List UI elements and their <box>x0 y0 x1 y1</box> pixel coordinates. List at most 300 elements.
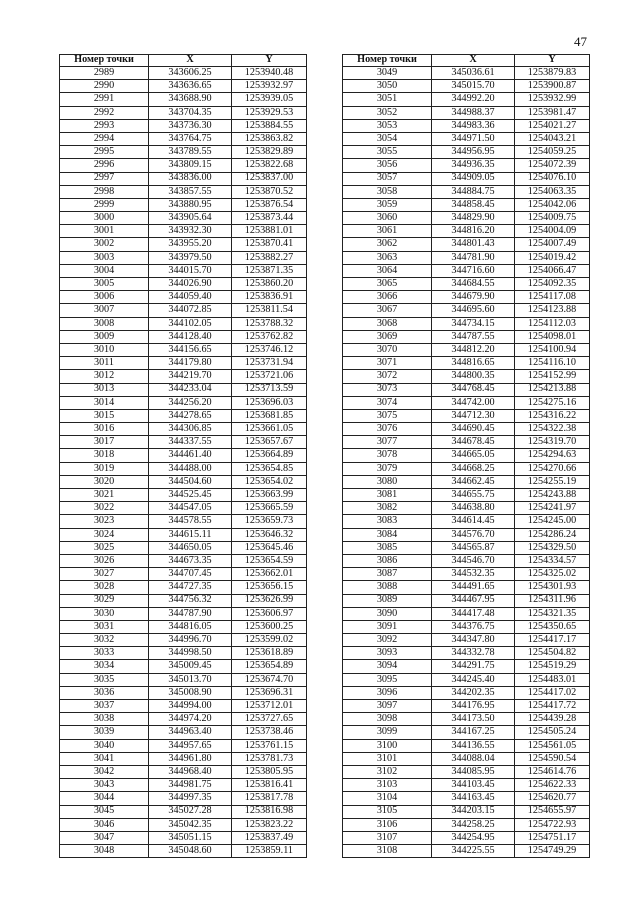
point-number-cell: 3100 <box>343 739 432 752</box>
table-row <box>60 172 307 185</box>
point-number-cell: 3105 <box>343 805 432 818</box>
y-coordinate-cell: 1253665.59 <box>232 502 307 515</box>
point-number-cell: 2994 <box>60 132 149 145</box>
point-number-cell: 2993 <box>60 119 149 132</box>
point-number-cell: 3035 <box>60 673 149 686</box>
x-coordinate-cell: 344163.45 <box>432 792 515 805</box>
y-coordinate-cell: 1254319.70 <box>515 436 590 449</box>
table-row <box>60 198 307 211</box>
table-row <box>60 119 307 132</box>
point-number-cell: 3044 <box>60 792 149 805</box>
y-coordinate-cell: 1253654.59 <box>232 554 307 567</box>
point-number-cell: 2998 <box>60 185 149 198</box>
table-row <box>343 264 590 277</box>
y-coordinate-cell: 1254722.93 <box>515 818 590 831</box>
y-coordinate-cell: 1253606.97 <box>232 607 307 620</box>
x-coordinate-cell: 343688.90 <box>149 93 232 106</box>
point-number-cell: 3003 <box>60 251 149 264</box>
table-row <box>60 264 307 277</box>
point-number-cell: 3064 <box>343 264 432 277</box>
point-number-cell: 3084 <box>343 528 432 541</box>
x-coordinate-cell: 344994.00 <box>149 700 232 713</box>
point-number-cell: 3107 <box>343 831 432 844</box>
point-number-cell: 3047 <box>60 831 149 844</box>
y-coordinate-cell: 1254152.99 <box>515 370 590 383</box>
x-coordinate-cell: 344707.45 <box>149 568 232 581</box>
y-coordinate-cell: 1254561.05 <box>515 739 590 752</box>
point-number-cell: 3036 <box>60 686 149 699</box>
x-coordinate-cell: 343979.50 <box>149 251 232 264</box>
table-row <box>60 660 307 673</box>
x-coordinate-cell: 344668.25 <box>432 462 515 475</box>
x-coordinate-cell: 344936.35 <box>432 159 515 172</box>
x-coordinate-cell: 344167.25 <box>432 726 515 739</box>
point-number-cell: 3079 <box>343 462 432 475</box>
x-coordinate-cell: 344176.95 <box>432 700 515 713</box>
table-row <box>343 792 590 805</box>
point-number-cell: 3025 <box>60 541 149 554</box>
table-row <box>343 726 590 739</box>
x-coordinate-cell: 344638.80 <box>432 502 515 515</box>
table-row <box>343 845 590 858</box>
point-number-cell: 3096 <box>343 686 432 699</box>
table-row <box>343 396 590 409</box>
x-coordinate-cell: 344347.80 <box>432 634 515 647</box>
point-number-cell: 3088 <box>343 581 432 594</box>
y-coordinate-cell: 1253929.53 <box>232 106 307 119</box>
y-coordinate-cell: 1253663.99 <box>232 489 307 502</box>
y-coordinate-cell: 1254007.49 <box>515 238 590 251</box>
table-row <box>343 436 590 449</box>
point-number-cell: 3013 <box>60 383 149 396</box>
x-coordinate-cell: 344103.45 <box>432 779 515 792</box>
table-row <box>343 528 590 541</box>
x-coordinate-cell: 344015.70 <box>149 264 232 277</box>
x-coordinate-cell: 343606.25 <box>149 67 232 80</box>
y-coordinate-cell: 1254021.27 <box>515 119 590 132</box>
y-coordinate-cell: 1254321.35 <box>515 607 590 620</box>
x-coordinate-cell: 344233.04 <box>149 383 232 396</box>
point-number-cell: 3019 <box>60 462 149 475</box>
point-number-cell: 3021 <box>60 489 149 502</box>
point-number-cell: 3024 <box>60 528 149 541</box>
x-coordinate-cell: 344684.55 <box>432 278 515 291</box>
x-coordinate-cell: 345051.15 <box>149 831 232 844</box>
table-row <box>60 726 307 739</box>
point-number-cell: 3004 <box>60 264 149 277</box>
y-coordinate-cell: 1254505.24 <box>515 726 590 739</box>
point-number-cell: 3099 <box>343 726 432 739</box>
y-coordinate-cell: 1254019.42 <box>515 251 590 264</box>
x-coordinate-cell: 344136.55 <box>432 739 515 752</box>
table-row <box>343 568 590 581</box>
point-number-cell: 3009 <box>60 330 149 343</box>
point-number-cell: 2997 <box>60 172 149 185</box>
point-number-cell: 3062 <box>343 238 432 251</box>
x-coordinate-cell: 344088.04 <box>432 752 515 765</box>
x-coordinate-cell: 344059.40 <box>149 291 232 304</box>
point-number-cell: 3032 <box>60 634 149 647</box>
point-number-cell: 2995 <box>60 146 149 159</box>
table-row <box>60 475 307 488</box>
x-coordinate-cell: 344547.05 <box>149 502 232 515</box>
table-row <box>60 818 307 831</box>
x-coordinate-cell: 344712.30 <box>432 409 515 422</box>
x-coordinate-cell: 345015.70 <box>432 80 515 93</box>
point-number-cell: 3000 <box>60 212 149 225</box>
table-row <box>343 647 590 660</box>
y-coordinate-cell: 1254112.03 <box>515 317 590 330</box>
x-coordinate-cell: 344988.37 <box>432 106 515 119</box>
y-coordinate-cell: 1254243.88 <box>515 489 590 502</box>
y-coordinate-cell: 1254004.09 <box>515 225 590 238</box>
table-row <box>60 159 307 172</box>
point-number-cell: 3040 <box>60 739 149 752</box>
point-number-cell: 3102 <box>343 765 432 778</box>
x-coordinate-cell: 344546.70 <box>432 554 515 567</box>
point-number-cell: 3073 <box>343 383 432 396</box>
x-coordinate-cell: 344219.70 <box>149 370 232 383</box>
point-number-cell: 3081 <box>343 489 432 502</box>
y-coordinate-cell: 1254325.02 <box>515 568 590 581</box>
point-number-cell: 3080 <box>343 475 432 488</box>
y-coordinate-cell: 1254241.97 <box>515 502 590 515</box>
y-coordinate-cell: 1254751.17 <box>515 831 590 844</box>
point-number-cell: 3054 <box>343 132 432 145</box>
point-number-cell: 3055 <box>343 146 432 159</box>
y-coordinate-cell: 1254275.16 <box>515 396 590 409</box>
x-coordinate-cell: 344203.15 <box>432 805 515 818</box>
x-coordinate-cell: 344816.20 <box>432 225 515 238</box>
column-header-y: Y <box>232 55 307 67</box>
table-row <box>60 462 307 475</box>
x-coordinate-cell: 344467.95 <box>432 594 515 607</box>
table-row <box>60 594 307 607</box>
table-row <box>60 291 307 304</box>
x-coordinate-cell: 344085.95 <box>432 765 515 778</box>
y-coordinate-cell: 1253781.73 <box>232 752 307 765</box>
table-row <box>343 554 590 567</box>
y-coordinate-cell: 1254213.88 <box>515 383 590 396</box>
point-number-cell: 3031 <box>60 620 149 633</box>
point-number-cell: 3012 <box>60 370 149 383</box>
point-number-cell: 3051 <box>343 93 432 106</box>
table-row <box>343 225 590 238</box>
table-row <box>343 634 590 647</box>
table-row <box>60 357 307 370</box>
coordinates-table-left <box>59 54 307 858</box>
y-coordinate-cell: 1254417.17 <box>515 634 590 647</box>
x-coordinate-cell: 345036.61 <box>432 67 515 80</box>
x-coordinate-cell: 344829.90 <box>432 212 515 225</box>
x-coordinate-cell: 344337.55 <box>149 436 232 449</box>
table-row <box>60 238 307 251</box>
point-number-cell: 3098 <box>343 713 432 726</box>
table-row <box>343 449 590 462</box>
x-coordinate-cell: 344258.25 <box>432 818 515 831</box>
x-coordinate-cell: 343764.75 <box>149 132 232 145</box>
table-row <box>60 93 307 106</box>
y-coordinate-cell: 1253696.03 <box>232 396 307 409</box>
table-row <box>343 159 590 172</box>
point-number-cell: 3091 <box>343 620 432 633</box>
point-number-cell: 3061 <box>343 225 432 238</box>
table-row <box>343 132 590 145</box>
point-number-cell: 2992 <box>60 106 149 119</box>
point-number-cell: 3108 <box>343 845 432 858</box>
column-header-x: X <box>432 55 515 67</box>
point-number-cell: 3085 <box>343 541 432 554</box>
table-row <box>60 80 307 93</box>
x-coordinate-cell: 344128.40 <box>149 330 232 343</box>
x-coordinate-cell: 344695.60 <box>432 304 515 317</box>
table-row <box>343 330 590 343</box>
table-row <box>343 146 590 159</box>
y-coordinate-cell: 1253870.52 <box>232 185 307 198</box>
table-row <box>343 489 590 502</box>
x-coordinate-cell: 344565.87 <box>432 541 515 554</box>
point-number-cell: 3045 <box>60 805 149 818</box>
x-coordinate-cell: 345009.45 <box>149 660 232 673</box>
point-number-cell: 3005 <box>60 278 149 291</box>
table-row <box>343 357 590 370</box>
table-row <box>60 251 307 264</box>
table-row <box>343 67 590 80</box>
point-number-cell: 3090 <box>343 607 432 620</box>
point-number-cell: 3033 <box>60 647 149 660</box>
y-coordinate-cell: 1253981.47 <box>515 106 590 119</box>
point-number-cell: 3083 <box>343 515 432 528</box>
point-number-cell: 3018 <box>60 449 149 462</box>
y-coordinate-cell: 1254009.75 <box>515 212 590 225</box>
table-row <box>60 132 307 145</box>
point-number-cell: 3022 <box>60 502 149 515</box>
y-coordinate-cell: 1253882.27 <box>232 251 307 264</box>
point-number-cell: 3097 <box>343 700 432 713</box>
table-row <box>343 700 590 713</box>
y-coordinate-cell: 1253662.01 <box>232 568 307 581</box>
point-number-cell: 3056 <box>343 159 432 172</box>
y-coordinate-cell: 1254245.00 <box>515 515 590 528</box>
y-coordinate-cell: 1253879.83 <box>515 67 590 80</box>
table-row <box>343 818 590 831</box>
y-coordinate-cell: 1253940.48 <box>232 67 307 80</box>
table-row <box>343 119 590 132</box>
x-coordinate-cell: 344884.75 <box>432 185 515 198</box>
y-coordinate-cell: 1253727.65 <box>232 713 307 726</box>
y-coordinate-cell: 1253863.82 <box>232 132 307 145</box>
table-row <box>60 489 307 502</box>
table-row <box>60 792 307 805</box>
y-coordinate-cell: 1254316.22 <box>515 409 590 422</box>
point-number-cell: 3057 <box>343 172 432 185</box>
point-number-cell: 3059 <box>343 198 432 211</box>
table-row <box>60 845 307 858</box>
point-number-cell: 2999 <box>60 198 149 211</box>
table-row <box>343 594 590 607</box>
y-coordinate-cell: 1253860.20 <box>232 278 307 291</box>
table-row <box>60 449 307 462</box>
table-row <box>343 581 590 594</box>
y-coordinate-cell: 1254620.77 <box>515 792 590 805</box>
x-coordinate-cell: 344254.95 <box>432 831 515 844</box>
point-number-cell: 3076 <box>343 423 432 436</box>
x-coordinate-cell: 344858.45 <box>432 198 515 211</box>
x-coordinate-cell: 344650.05 <box>149 541 232 554</box>
x-coordinate-cell: 344787.55 <box>432 330 515 343</box>
table-row <box>343 251 590 264</box>
y-coordinate-cell: 1253762.82 <box>232 330 307 343</box>
x-coordinate-cell: 344781.90 <box>432 251 515 264</box>
y-coordinate-cell: 1253645.46 <box>232 541 307 554</box>
point-number-cell: 3006 <box>60 291 149 304</box>
point-number-cell: 3077 <box>343 436 432 449</box>
table-row <box>343 343 590 356</box>
x-coordinate-cell: 344812.20 <box>432 343 515 356</box>
column-header-x: X <box>149 55 232 67</box>
table-header-row <box>343 55 590 67</box>
y-coordinate-cell: 1254614.76 <box>515 765 590 778</box>
point-number-cell: 3030 <box>60 607 149 620</box>
x-coordinate-cell: 344615.11 <box>149 528 232 541</box>
x-coordinate-cell: 345013.70 <box>149 673 232 686</box>
point-number-cell: 3015 <box>60 409 149 422</box>
y-coordinate-cell: 1253822.68 <box>232 159 307 172</box>
point-number-cell: 3070 <box>343 343 432 356</box>
x-coordinate-cell: 344971.50 <box>432 132 515 145</box>
x-coordinate-cell: 344678.45 <box>432 436 515 449</box>
y-coordinate-cell: 1253816.98 <box>232 805 307 818</box>
table-row <box>60 831 307 844</box>
table-row <box>60 568 307 581</box>
y-coordinate-cell: 1254092.35 <box>515 278 590 291</box>
table-row <box>60 436 307 449</box>
point-number-cell: 3043 <box>60 779 149 792</box>
table-row <box>343 475 590 488</box>
point-number-cell: 3017 <box>60 436 149 449</box>
x-coordinate-cell: 344998.50 <box>149 647 232 660</box>
y-coordinate-cell: 1253836.91 <box>232 291 307 304</box>
y-coordinate-cell: 1253788.32 <box>232 317 307 330</box>
x-coordinate-cell: 343836.00 <box>149 172 232 185</box>
point-number-cell: 3094 <box>343 660 432 673</box>
table-row <box>60 106 307 119</box>
x-coordinate-cell: 344156.65 <box>149 343 232 356</box>
point-number-cell: 3046 <box>60 818 149 831</box>
point-number-cell: 3071 <box>343 357 432 370</box>
table-row <box>60 805 307 818</box>
table-row <box>60 673 307 686</box>
table-row <box>60 554 307 567</box>
x-coordinate-cell: 344727.35 <box>149 581 232 594</box>
table-row <box>343 752 590 765</box>
table-row <box>60 502 307 515</box>
point-number-cell: 3087 <box>343 568 432 581</box>
x-coordinate-cell: 344491.65 <box>432 581 515 594</box>
table-row <box>60 423 307 436</box>
point-number-cell: 2989 <box>60 67 149 80</box>
column-header-y: Y <box>515 55 590 67</box>
point-number-cell: 3001 <box>60 225 149 238</box>
y-coordinate-cell: 1253600.25 <box>232 620 307 633</box>
point-number-cell: 3053 <box>343 119 432 132</box>
column-header-point-number: Номер точки <box>343 55 432 67</box>
x-coordinate-cell: 344245.40 <box>432 673 515 686</box>
table-row <box>60 330 307 343</box>
table-row <box>343 238 590 251</box>
point-number-cell: 3065 <box>343 278 432 291</box>
table-row <box>60 700 307 713</box>
y-coordinate-cell: 1254116.10 <box>515 357 590 370</box>
point-number-cell: 2996 <box>60 159 149 172</box>
point-number-cell: 3101 <box>343 752 432 765</box>
y-coordinate-cell: 1253712.01 <box>232 700 307 713</box>
x-coordinate-cell: 344756.32 <box>149 594 232 607</box>
table-row <box>343 212 590 225</box>
table-row <box>60 581 307 594</box>
y-coordinate-cell: 1253816.41 <box>232 779 307 792</box>
point-number-cell: 3104 <box>343 792 432 805</box>
y-coordinate-cell: 1254504.82 <box>515 647 590 660</box>
point-number-cell: 3011 <box>60 357 149 370</box>
point-number-cell: 2990 <box>60 80 149 93</box>
x-coordinate-cell: 343932.30 <box>149 225 232 238</box>
table-row <box>343 515 590 528</box>
table-row <box>343 713 590 726</box>
y-coordinate-cell: 1254655.97 <box>515 805 590 818</box>
x-coordinate-cell: 344801.43 <box>432 238 515 251</box>
y-coordinate-cell: 1253721.06 <box>232 370 307 383</box>
x-coordinate-cell: 343880.95 <box>149 198 232 211</box>
y-coordinate-cell: 1253837.00 <box>232 172 307 185</box>
y-coordinate-cell: 1253618.89 <box>232 647 307 660</box>
y-coordinate-cell: 1253657.67 <box>232 436 307 449</box>
table-row <box>60 541 307 554</box>
point-number-cell: 3008 <box>60 317 149 330</box>
x-coordinate-cell: 344072.85 <box>149 304 232 317</box>
x-coordinate-cell: 344225.55 <box>432 845 515 858</box>
point-number-cell: 3067 <box>343 304 432 317</box>
table-row <box>343 409 590 422</box>
x-coordinate-cell: 344578.55 <box>149 515 232 528</box>
x-coordinate-cell: 345048.60 <box>149 845 232 858</box>
table-row <box>60 317 307 330</box>
point-number-cell: 3038 <box>60 713 149 726</box>
y-coordinate-cell: 1253599.02 <box>232 634 307 647</box>
x-coordinate-cell: 344026.90 <box>149 278 232 291</box>
y-coordinate-cell: 1254059.25 <box>515 146 590 159</box>
y-coordinate-cell: 1253837.49 <box>232 831 307 844</box>
table-row <box>343 805 590 818</box>
x-coordinate-cell: 344957.65 <box>149 739 232 752</box>
table-row <box>60 278 307 291</box>
table-row <box>60 647 307 660</box>
table-row <box>343 106 590 119</box>
table-row <box>343 185 590 198</box>
table-row <box>343 423 590 436</box>
y-coordinate-cell: 1254334.57 <box>515 554 590 567</box>
y-coordinate-cell: 1254270.66 <box>515 462 590 475</box>
x-coordinate-cell: 344655.75 <box>432 489 515 502</box>
point-number-cell: 3069 <box>343 330 432 343</box>
y-coordinate-cell: 1254322.38 <box>515 423 590 436</box>
y-coordinate-cell: 1254483.01 <box>515 673 590 686</box>
x-coordinate-cell: 344179.80 <box>149 357 232 370</box>
table-header-row <box>60 55 307 67</box>
y-coordinate-cell: 1253811.54 <box>232 304 307 317</box>
table-row <box>343 620 590 633</box>
y-coordinate-cell: 1253746.12 <box>232 343 307 356</box>
